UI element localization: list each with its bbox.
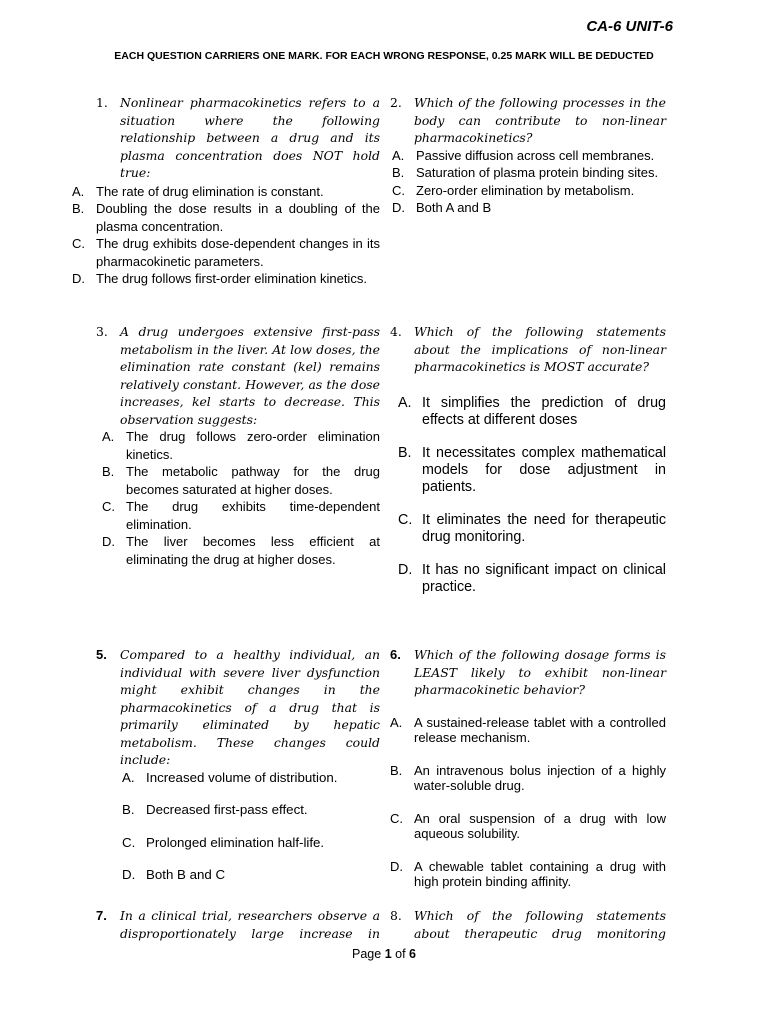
question-number: 7.: [96, 908, 107, 923]
option-text: The drug follows zero-order elimination kinetics.: [126, 429, 380, 462]
option-letter: C.: [122, 834, 136, 850]
option-b: [96, 801, 380, 819]
question-text: A drug undergoes extensive first-pass metabolism in the liver. At low doses, the elimination rate constant (kel) remains relatively constant. However, as the dose increases, kel starts to decrease. This observation suggests:: [120, 324, 380, 427]
option-letter: C.: [390, 810, 403, 826]
option-letter: A.: [390, 714, 403, 730]
question-4: [390, 323, 666, 596]
page-current: 1: [384, 947, 392, 961]
option-a: [398, 395, 666, 429]
option-letter: D.: [102, 534, 115, 549]
option-text: A chewable tablet containing a drug with high protein binding affinity.: [414, 858, 666, 889]
option-letter: C.: [102, 499, 115, 514]
option-letter: A.: [122, 769, 135, 785]
option-d: [398, 562, 666, 596]
option-text: A sustained-release tablet with a controlled release mechanism.: [414, 714, 666, 745]
option-letter: B.: [392, 165, 405, 180]
question-7: [96, 907, 380, 942]
option-text: Prolonged elimination half-life.: [146, 834, 325, 850]
option-text: The metabolic pathway for the drug becomes saturated at higher doses.: [126, 464, 380, 497]
question-stem: [390, 907, 666, 942]
question-stem: [390, 323, 666, 376]
question-5: [96, 646, 380, 884]
question-8: [390, 907, 666, 942]
option-text: Increased volume of distribution.: [146, 769, 338, 785]
option-letter: C.: [72, 236, 85, 251]
option-letter: D.: [398, 561, 413, 578]
question-number: 6.: [390, 647, 401, 662]
question-6: [390, 646, 666, 890]
option-d: [390, 859, 666, 890]
page-label: Page: [352, 947, 382, 961]
question-1: [72, 94, 380, 288]
option-text: The drug exhibits time-dependent elimination.: [126, 499, 380, 532]
option-text: Both A and B: [416, 200, 492, 215]
option-c: [102, 498, 380, 533]
page-footer: [0, 947, 768, 961]
option-text: Doubling the dose results in a doubling of the plasma concentration.: [96, 201, 380, 234]
question-stem: [96, 94, 380, 182]
option-letter: B.: [390, 762, 403, 778]
page-total: 6: [409, 947, 416, 961]
option-text: Decreased first-pass effect.: [146, 802, 308, 817]
option-text: Saturation of plasma protein binding sites.: [416, 165, 659, 180]
option-d: [102, 533, 380, 568]
option-b: [392, 164, 666, 182]
question-number: 2.: [390, 95, 402, 110]
question-2: [390, 94, 666, 217]
question-stem: [96, 907, 380, 942]
option-a: [72, 183, 380, 201]
option-text: The rate of drug elimination is constant.: [96, 183, 324, 199]
question-stem: [390, 94, 666, 147]
option-letter: C.: [398, 511, 413, 528]
question-text: In a clinical trial, researchers observe a disproportionately large increase in: [120, 908, 380, 941]
option-c: [390, 811, 666, 842]
page-of: of: [395, 947, 406, 961]
option-text: An oral suspension of a drug with low aqueous solubility.: [414, 810, 666, 841]
option-a: [102, 428, 380, 463]
question-number: 8.: [390, 908, 402, 923]
option-text: The liver becomes less efficient at eliminating the drug at higher doses.: [126, 534, 380, 567]
question-text: Nonlinear pharmacokinetics refers to a situation where the following relationship between a drug and its plasma concentration does NOT hold true:: [120, 95, 380, 180]
option-text: The drug exhibits dose-dependent changes in its pharmacokinetic parameters.: [96, 236, 380, 269]
option-letter: A.: [392, 147, 405, 163]
option-c: [72, 235, 380, 270]
document-title: CA-6 UNIT-6: [586, 18, 673, 35]
option-text: It has no significant impact on clinical practice.: [422, 561, 666, 595]
question-stem: [390, 646, 666, 699]
option-a: [392, 147, 666, 165]
option-letter: B.: [102, 464, 115, 479]
option-letter: A.: [398, 394, 412, 411]
option-letter: D.: [392, 200, 405, 215]
option-text: An intravenous bolus injection of a highly water-soluble drug.: [414, 762, 666, 793]
question-number: 5.: [96, 647, 107, 662]
option-b: [102, 463, 380, 498]
question-number: 1.: [96, 95, 108, 110]
question-3: [96, 323, 380, 568]
option-c: [398, 512, 666, 546]
option-text: Both B and C: [146, 867, 226, 882]
option-d: [392, 199, 666, 217]
option-b: [72, 200, 380, 235]
option-a: [390, 715, 666, 746]
option-c: [392, 182, 666, 200]
option-text: It eliminates the need for therapeutic drug monitoring.: [422, 511, 666, 545]
option-d: [72, 270, 380, 288]
option-b: [398, 445, 666, 496]
option-c: [96, 834, 380, 852]
option-text: It necessitates complex mathematical models for dose adjustment in patients.: [422, 444, 666, 495]
option-letter: D.: [122, 867, 136, 882]
question-number: 4.: [390, 324, 402, 339]
option-letter: D.: [390, 858, 403, 874]
question-stem: [96, 323, 380, 428]
question-number: 3.: [96, 324, 108, 339]
option-letter: B.: [72, 201, 85, 216]
option-d: [96, 866, 380, 884]
option-text: The drug follows first-order elimination kinetics.: [96, 271, 367, 286]
question-text: Which of the following statements about the implications of non-linear pharmacokinetics is MOST accurate?: [414, 324, 666, 374]
option-text: Zero-order elimination by metabolism.: [416, 182, 635, 198]
question-text: Which of the following statements about therapeutic drug monitoring: [414, 908, 666, 941]
option-text: It simplifies the prediction of drug effects at different doses: [422, 394, 666, 428]
option-text: Passive diffusion across cell membranes.: [416, 147, 655, 163]
question-text: Which of the following dosage forms is LEAST likely to exhibit non-linear pharmacokinetic behavior?: [414, 647, 666, 697]
marking-instructions: EACH QUESTION CARRIERS ONE MARK. FOR EACH WRONG RESPONSE, 0.25 MARK WILL BE DEDUCTED: [114, 50, 654, 62]
option-b: [390, 763, 666, 794]
question-text: Compared to a healthy individual, an individual with severe liver dysfunction might exhibit changes in the pharmacokinetics of a drug that is primarily eliminated by hepatic metabolism. These changes could include:: [120, 647, 380, 767]
question-stem: [96, 646, 380, 769]
option-letter: B.: [122, 802, 135, 817]
option-a: [96, 769, 380, 787]
option-letter: C.: [392, 182, 405, 198]
option-letter: A.: [102, 429, 115, 444]
question-text: Which of the following processes in the body can contribute to non-linear pharmacokinetics?: [414, 95, 666, 145]
option-letter: A.: [72, 183, 85, 199]
option-letter: D.: [72, 271, 85, 286]
option-letter: B.: [398, 444, 412, 461]
